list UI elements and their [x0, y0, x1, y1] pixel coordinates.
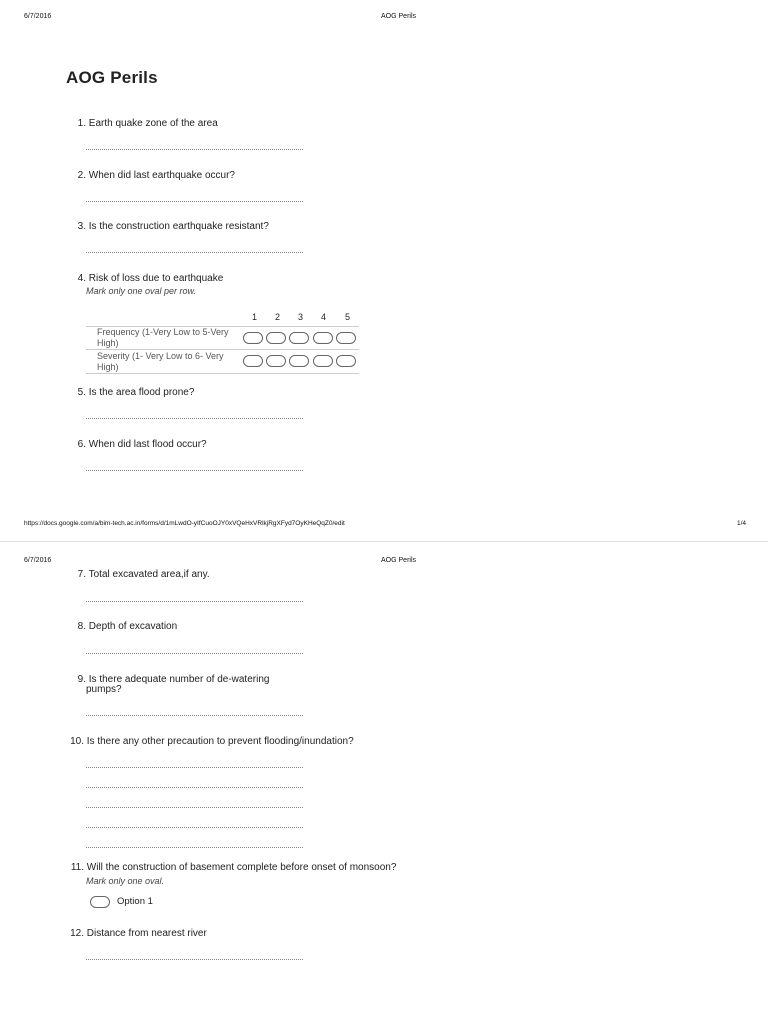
grid-row-label-frequency: Frequency (1-Very Low to 5-Very High): [97, 327, 229, 348]
option-1-label[interactable]: Option 1: [117, 896, 153, 907]
question-number: 9.: [77, 674, 86, 685]
answer-field-5[interactable]: [86, 418, 303, 419]
grid-divider: [86, 349, 359, 350]
grid-divider: [86, 373, 359, 374]
radio-oval-frequency-2[interactable]: [266, 332, 286, 344]
question-text: Is the area flood prone?: [88, 387, 195, 398]
grid-col-header-3: 3: [297, 312, 303, 322]
answer-field-12[interactable]: [86, 959, 303, 960]
question-text: When did last earthquake occur?: [88, 170, 235, 181]
question-text: Total excavated area,if any.: [88, 569, 210, 580]
grid-row-label-severity: Severity (1- Very Low to 6- Very High): [97, 351, 224, 372]
page-header-date: 6/7/2016: [24, 557, 52, 564]
answer-field-9[interactable]: [86, 715, 303, 716]
radio-oval-frequency-1[interactable]: [243, 332, 263, 344]
question-6: [74, 439, 207, 450]
question-text: Earth quake zone of the area: [88, 118, 218, 129]
question-number: 6.: [77, 439, 86, 450]
answer-field-3[interactable]: [86, 252, 303, 253]
question-number: 5.: [77, 387, 86, 398]
page-footer-url: https://docs.google.com/a/bim-tech.ac.in/forms/d/1mLwdO-yIfCuoOJY0xVQeHxVRlkjRgXFyd7OyKHeQqZ0/edit: [24, 520, 345, 527]
question-10: [68, 736, 354, 747]
question-text: When did last flood occur?: [88, 439, 207, 450]
question-number: 7.: [77, 569, 86, 580]
answer-field-6[interactable]: [86, 470, 303, 471]
question-8: [74, 621, 177, 632]
question-9-continued: pumps?: [86, 684, 122, 695]
grid-col-header-4: 4: [320, 312, 326, 322]
question-4-instruction: Mark only one oval per row.: [86, 286, 197, 296]
page-break: [0, 541, 768, 542]
grid-col-header-5: 5: [344, 312, 350, 322]
question-number: 10.: [70, 736, 84, 747]
page-footer-number: 1/4: [737, 520, 747, 527]
question-number: 1.: [77, 118, 86, 129]
radio-oval-frequency-5[interactable]: [336, 332, 356, 344]
answer-field-10-line-5[interactable]: [86, 847, 303, 848]
question-text: Distance from nearest river: [86, 928, 207, 939]
radio-oval-option-1[interactable]: [90, 896, 110, 908]
question-number: 11.: [70, 862, 84, 873]
question-4: [74, 273, 223, 284]
question-text: Risk of loss due to earthquake: [88, 273, 224, 284]
radio-oval-severity-3[interactable]: [289, 355, 309, 367]
radio-oval-severity-4[interactable]: [313, 355, 333, 367]
question-number: 3.: [77, 221, 86, 232]
answer-field-8[interactable]: [86, 653, 303, 654]
answer-field-10-line-4[interactable]: [86, 827, 303, 828]
question-text: Is there adequate number of de-watering: [88, 674, 270, 685]
form-title: AOG Perils: [66, 68, 158, 87]
question-1: [74, 118, 218, 129]
radio-oval-frequency-3[interactable]: [289, 332, 309, 344]
page-header-title: AOG Perils: [381, 557, 417, 564]
answer-field-10-line-3[interactable]: [86, 807, 303, 808]
grid-col-header-2: 2: [274, 312, 280, 322]
question-text: Will the construction of basement complete before onset of monsoon?: [86, 862, 397, 873]
radio-oval-severity-2[interactable]: [266, 355, 286, 367]
page-header-date: 6/7/2016: [24, 13, 52, 20]
answer-field-2[interactable]: [86, 201, 303, 202]
answer-field-10-line-2[interactable]: [86, 787, 303, 788]
question-11: [68, 862, 396, 873]
question-number: 4.: [77, 273, 86, 284]
question-number: 2.: [77, 170, 86, 181]
radio-oval-severity-5[interactable]: [336, 355, 356, 367]
question-12: [68, 928, 207, 939]
page-header-title: AOG Perils: [381, 13, 417, 20]
question-number: 12.: [70, 928, 84, 939]
question-3: [74, 221, 269, 232]
question-text: Is the construction earthquake resistant?: [88, 221, 269, 232]
question-text: Is there any other precaution to prevent flooding/inundation?: [86, 736, 354, 747]
question-number: 8.: [77, 621, 86, 632]
question-text: Depth of excavation: [88, 621, 178, 632]
answer-field-1[interactable]: [86, 149, 303, 150]
grid-col-header-1: 1: [251, 312, 257, 322]
question-11-instruction: Mark only one oval.: [86, 876, 165, 886]
question-7: [74, 569, 210, 580]
question-5: [74, 387, 194, 398]
answer-field-10-line-1[interactable]: [86, 767, 303, 768]
question-2: [74, 170, 235, 181]
radio-oval-severity-1[interactable]: [243, 355, 263, 367]
answer-field-7[interactable]: [86, 601, 303, 602]
radio-oval-frequency-4[interactable]: [313, 332, 333, 344]
